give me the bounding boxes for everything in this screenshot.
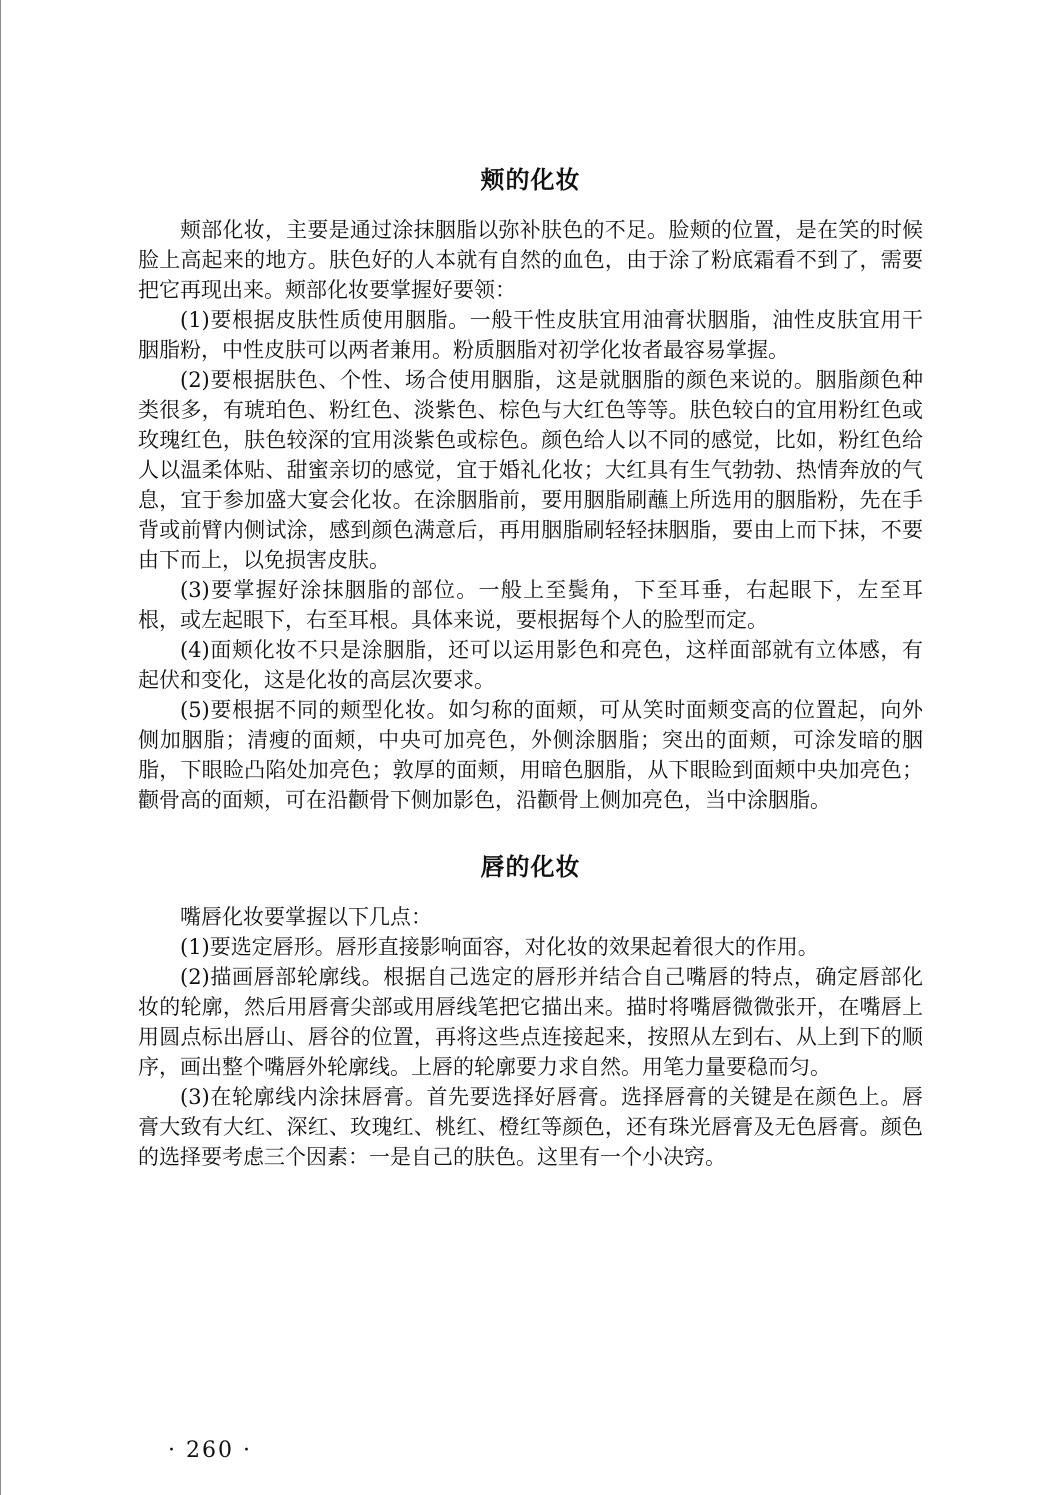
paragraph: 嘴唇化妆要掌握以下几点： <box>180 905 432 929</box>
section-title-cheek: 颊的化妆 <box>480 166 581 194</box>
paragraph: (3)在轮廓线内涂抹唇膏。首先要选择好唇膏。选择唇膏的关键是在颜色上。唇膏大致有大红、深红、玫瑰红、桃红、橙红等颜色，还有珠光唇膏及无色唇膏。颜色的选择要考虑三个因素：一是自己的肤色。这里有一个小决窍。 <box>138 1085 923 1169</box>
paragraph: (2)描画唇部轮廓线。根据自己选定的唇形并结合自己嘴唇的特点，确定唇部化妆的轮廓，然后用唇膏尖部或用唇线笔把它描出来。描时将嘴唇微微张开，在嘴唇上用圆点标出唇山、唇谷的位置，再将这些点连接起来，按照从左到右、从上到下的顺序，画出整个嘴唇外轮廓线。上唇的轮廓要力求自然。用笔力量要稳而匀。 <box>138 965 923 1079</box>
page-edge-line <box>0 0 1 1495</box>
paragraph: 颊部化妆，主要是通过涂抹胭脂以弥补肤色的不足。脸颊的位置，是在笑的时候脸上高起来的地方。肤色好的人本就有自然的血色，由于涂了粉底霜看不到了，需要把它再现出来。颊部化妆要掌握好要领： <box>138 218 923 302</box>
page-number: · 260 · <box>168 1438 252 1463</box>
page-content <box>138 160 923 1172</box>
section-title-lip: 唇的化妆 <box>480 853 581 881</box>
paragraph: (3)要掌握好涂抹胭脂的部位。一般上至鬓角，下至耳垂，右起眼下，左至耳根，或左起眼下，右至耳根。具体来说，要根据每个人的脸型而定。 <box>138 578 923 632</box>
paragraph: (1)要选定唇形。唇形直接影响面容，对化妆的效果起着很大的作用。 <box>180 935 819 959</box>
paragraph: (2)要根据肤色、个性、场合使用胭脂，这是就胭脂的颜色来说的。胭脂颜色种类很多，有琥珀色、粉红色、淡紫色、棕色与大红色等等。肤色较白的宜用粉红色或玫瑰红色，肤色较深的宜用淡紫色或棕色。颜色给人以不同的感觉，比如，粉红色给人以温柔体贴、甜蜜亲切的感觉，宜于婚礼化妆；大红具有生气勃勃、热情奔放的气息，宜于参加盛大宴会化妆。在涂胭脂前，要用胭脂刷蘸上所选用的胭脂粉，先在手背或前臂内侧试涂，感到颜色满意后，再用胭脂刷轻轻抹胭脂，要由上而下抹，不要由下而上，以免损害皮肤。 <box>138 368 923 572</box>
paragraph: (4)面颊化妆不只是涂胭脂，还可以运用影色和亮色，这样面部就有立体感，有起伏和变化，这是化妆的高层次要求。 <box>138 638 923 692</box>
paragraph: (1)要根据皮肤性质使用胭脂。一般干性皮肤宜用油膏状胭脂，油性皮肤宜用干胭脂粉，中性皮肤可以两者兼用。粉质胭脂对初学化妆者最容易掌握。 <box>138 308 923 362</box>
paragraph: (5)要根据不同的颊型化妆。如匀称的面颊，可从笑时面颊变高的位置起，向外侧加胭脂；清瘦的面颊，中央可加亮色，外侧涂胭脂；突出的面颊，可涂发暗的胭脂，下眼睑凸陷处加亮色；敦厚的面颊，用暗色胭脂，从下眼睑到面颊中央加亮色；颧骨高的面颊，可在沿颧骨下侧加影色，沿颧骨上侧加亮色，当中涂胭脂。 <box>138 698 923 812</box>
